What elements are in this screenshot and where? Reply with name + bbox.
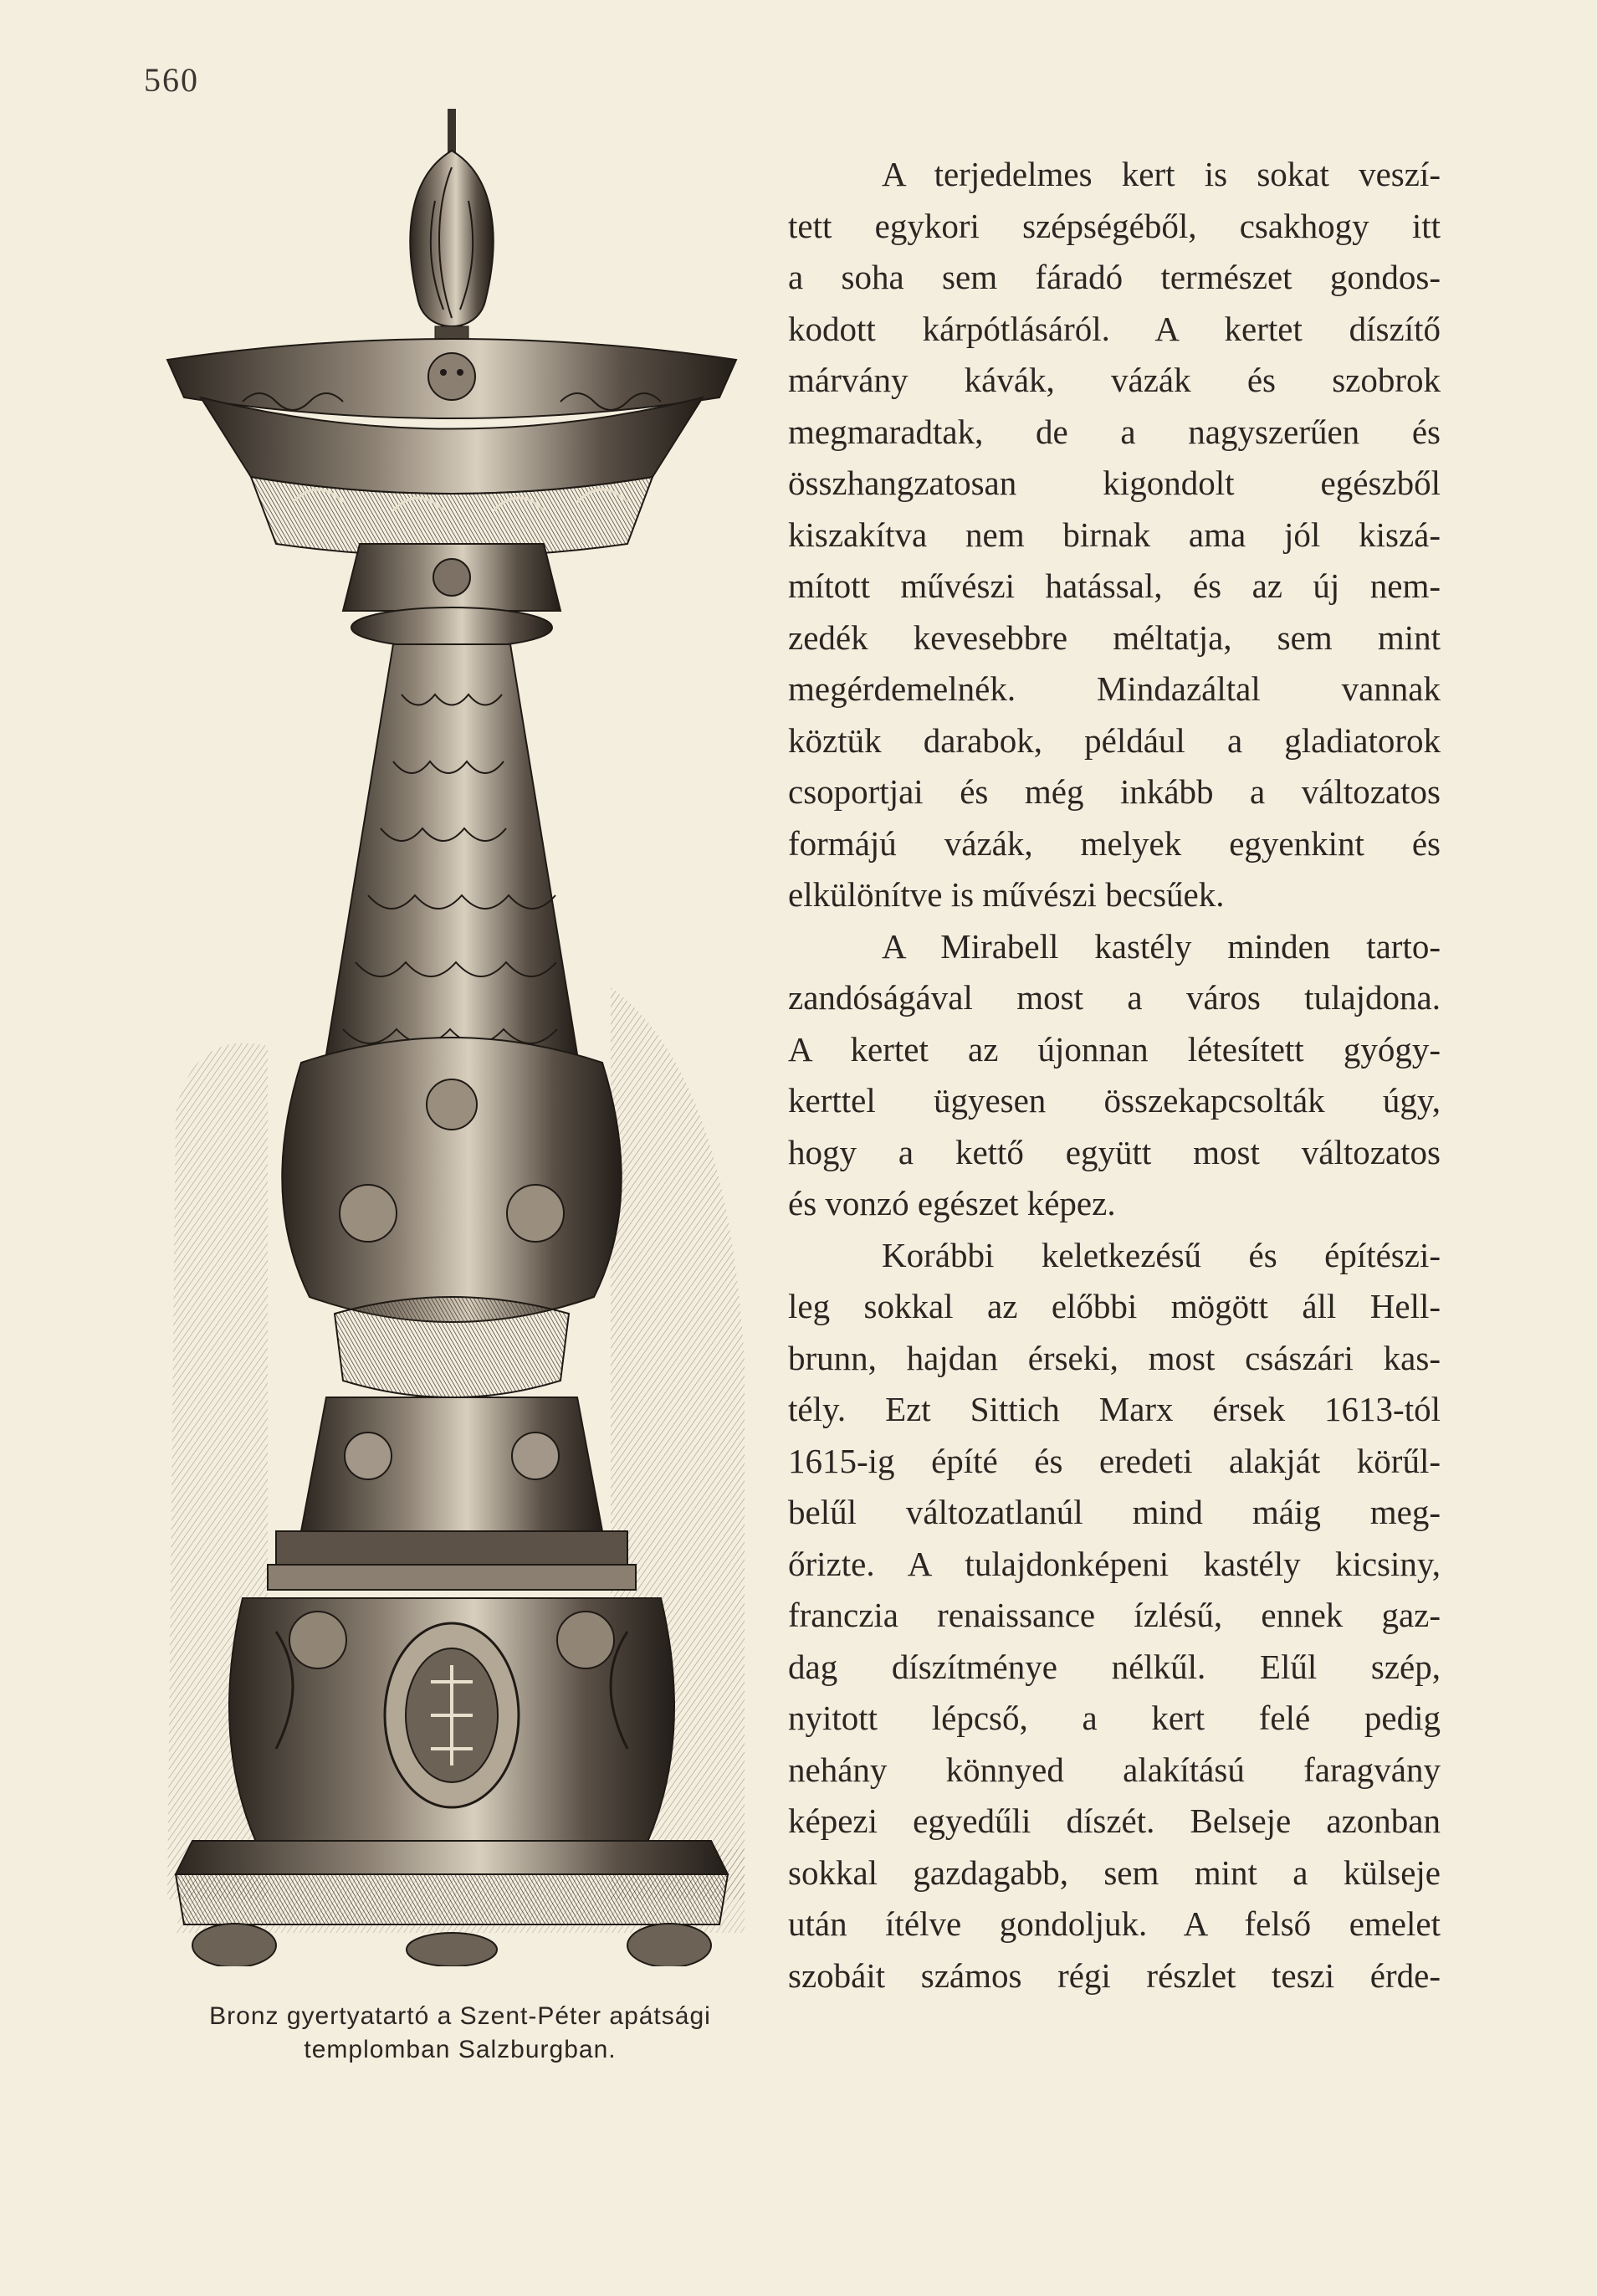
text-line: belűl változatlanúl mind máig meg-: [788, 1493, 1441, 1531]
caption-line-1: Bronz gyertyatartó a Szent-Péter apátsági: [209, 2002, 711, 2030]
text-line: kodott kárpótlásáról. A kertet díszítő: [788, 309, 1441, 348]
text-line: nehány könnyed alakítású faragvány: [788, 1750, 1441, 1789]
text-line: megmaradtak, de a nagyszerűen és: [788, 412, 1441, 451]
text-line: köztük darabok, például a gladiatorok: [788, 720, 1441, 760]
body-text: [788, 149, 1441, 2001]
text-line: nyitott lépcső, a kert felé pedig: [788, 1699, 1441, 1737]
text-line: A kertet az újonnan létesített gyógy-: [788, 1029, 1441, 1069]
text-line: összhangzatosan kigondolt egészből: [788, 464, 1441, 502]
text-line: hogy a kettő együtt most változatos: [788, 1132, 1441, 1171]
text-line: márvány kávák, vázák és szobrok: [788, 361, 1441, 399]
text-line: tély. Ezt Sittich Marx érsek 1613-tól: [788, 1390, 1441, 1428]
text-line: Korábbi keletkezésű és építészi-: [882, 1235, 1441, 1274]
text-line: és vonzó egészet képez.: [788, 1184, 1116, 1222]
text-line: dag díszítménye nélkűl. Elűl szép,: [788, 1647, 1441, 1686]
text-line: 1615-ig építé és eredeti alakját körűl-: [788, 1441, 1441, 1480]
text-line: szobáit számos régi részlet teszi érde-: [788, 1955, 1441, 1995]
text-line: A Mirabell kastély minden tarto-: [882, 926, 1441, 966]
text-line: megérdemelnék. Mindazáltal vannak: [788, 669, 1441, 708]
text-line: formájú vázák, melyek egyenkint és: [788, 823, 1441, 863]
text-line: tett egykori szépségéből, csakhogy itt: [788, 206, 1441, 245]
text-line: zedék kevesebbre méltatja, sem mint: [788, 618, 1441, 657]
text-line: sokkal gazdagabb, sem mint a külseje: [788, 1853, 1441, 1892]
text-line: kiszakítva nem birnak ama jól kiszá-: [788, 515, 1441, 554]
text-line: kerttel ügyesen összekapcsolták úgy,: [788, 1081, 1441, 1120]
candlestick-illustration: [142, 109, 761, 1966]
text-line: zandóságával most a város tulajdona.: [788, 978, 1441, 1017]
caption-line-2: templomban Salzburgban.: [304, 2036, 617, 2063]
figure-caption: [159, 2000, 761, 2067]
text-line: képezi egyedűli díszét. Belseje azonban: [788, 1801, 1441, 1840]
text-line: őrizte. A tulajdonképeni kastély kicsiny,: [788, 1544, 1441, 1583]
text-line: brunn, hajdan érseki, most császári kas-: [788, 1338, 1441, 1377]
text-line: franczia renaissance ízlésű, ennek gaz-: [788, 1596, 1441, 1634]
text-line: a soha sem fáradó természet gondos-: [788, 258, 1441, 296]
text-line: mított művészi hatással, és az új nem-: [788, 566, 1441, 605]
text-line: leg sokkal az előbbi mögött áll Hell-: [788, 1287, 1441, 1325]
text-line: után ítélve gondoljuk. A felső emelet: [788, 1904, 1441, 1943]
text-line: elkülönítve is művészi becsűek.: [788, 875, 1225, 914]
page-number: 560: [144, 61, 199, 99]
text-line: A terjedelmes kert is sokat veszí-: [882, 155, 1441, 193]
text-line: csoportjai és még inkább a változatos: [788, 772, 1441, 811]
